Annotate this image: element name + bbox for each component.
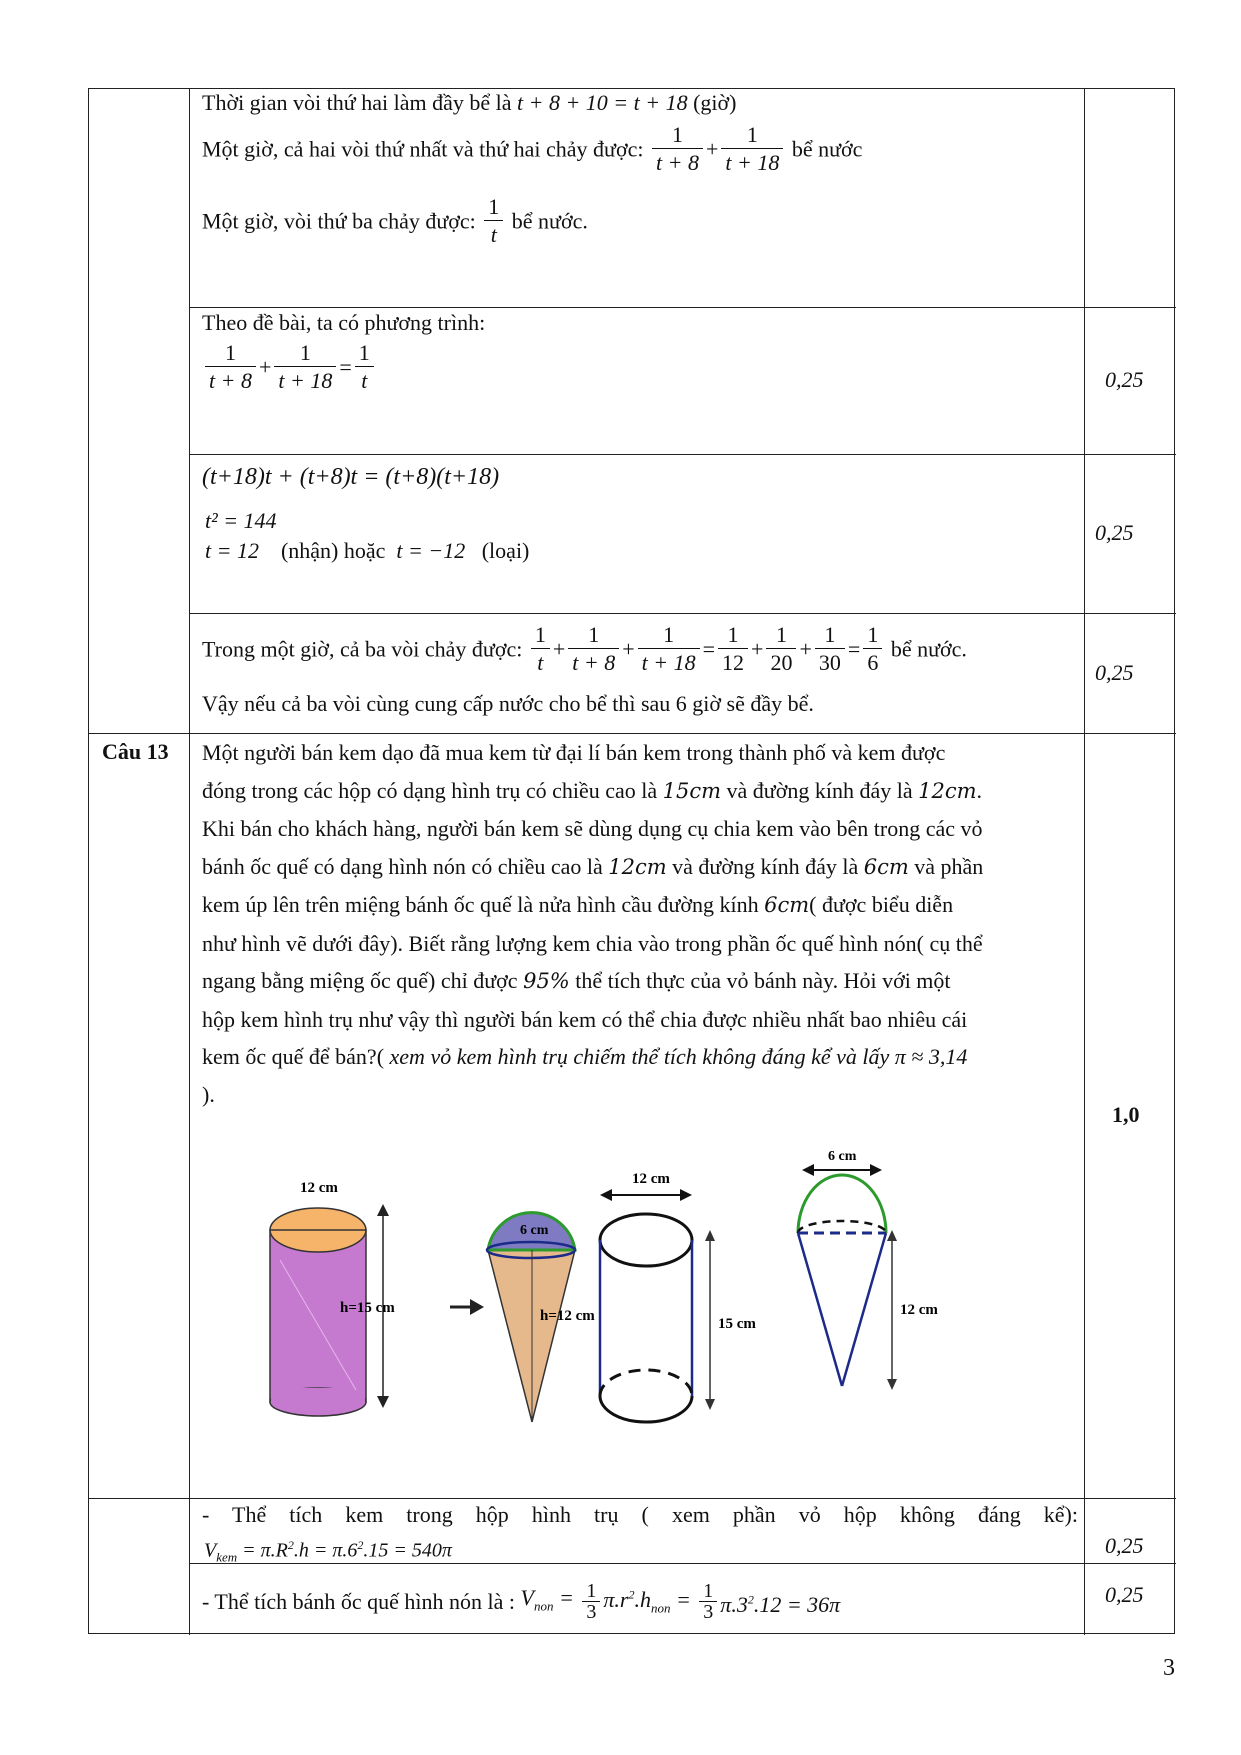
row2-line1: Theo đề bài, ta có phương trình: (202, 310, 486, 335)
row-divider (189, 454, 1176, 455)
cone1-height-label: h=12 cm (540, 1308, 595, 1324)
score-cell: 0,25 (1095, 660, 1134, 685)
column-divider-1 (189, 89, 190, 1635)
row4-line2: Vậy nếu cả ba vòi cùng cung cấp nước cho bể thì sau 6 giờ sẽ đầy bể. (202, 691, 814, 716)
cone2-diameter-label: 6 cm (828, 1149, 857, 1164)
row4-line1: Trong một giờ, cả ba vòi chảy được: $\frac{1}{t}$ + $\frac{1}{t + 8}$ + $\frac{1}{t + 18}$ = $\frac{1}{12}$ + $\frac{1}{20}$ + $\frac{1}{30}$ = $\frac{1}{6}$ bể nước. (202, 622, 967, 675)
cone-outline (798, 1175, 886, 1386)
arrow-right-icon (450, 1299, 484, 1315)
row1-line3: Một giờ, vòi thứ ba chảy được: $\frac{1}{t}$ bể nước. (202, 194, 588, 247)
solution2: - Thể tích bánh ốc quế hình nón là : $V_{non}$ = $\frac{1}{3}$ $\pi.r^2.h_{non}$ = $\frac{1}{3}$ $\pi.3^2.12 = 36\pi$ (202, 1580, 841, 1624)
row3-t-squared: t² = 144 (205, 508, 277, 533)
cone2-height-label: 12 cm (900, 1302, 938, 1318)
ice-cream-figure (240, 1140, 1000, 1440)
row-divider (189, 613, 1176, 614)
score-cell: 0,25 (1105, 1582, 1144, 1607)
question-text: Một người bán kem dạo đã mua kem từ đại lí bán kem trong thành phố và kem được đóng trong các hộp có dạng hình trụ có chiều cao là 15cm và đường kính đáy là 12cm. Khi bán cho khách hàng, người bán kem sẽ dùng dụng cụ chia kem vào bên trong các vỏ bánh ốc quế có dạng hình nón có chiều cao là 12cm và đường kính đáy là 6cm và phần kem úp lên trên miệng bánh ốc quế là nửa hình cầu đường kính 6cm( được biểu diễn như hình vẽ dưới đây). Biết rằng lượng kem chia vào trong phần ốc quế hình nón( cụ thể ngang bằng miệng ốc quế) chỉ được 95% thể tích thực của vỏ bánh này. Hỏi với một hộp kem hình trụ như vậy thì người bán kem có thể chia được nhiều nhất bao nhiêu cái kem ốc quế để bán?( xem vỏ kem hình trụ chiếm thể tích không đáng kể và lấy π ≈ 3,14 ). (202, 740, 984, 1107)
column-divider-2 (1084, 89, 1085, 1635)
cylinder2-height-label: 15 cm (718, 1316, 756, 1332)
score-cell: 0,25 (1095, 520, 1134, 545)
solution1-text: - Thể tích kem trong hộp hình trụ ( xem phần vỏ hộp không đáng kể): (202, 1502, 1078, 1527)
cylinder-outline (600, 1214, 692, 1422)
score-cell: 0,25 (1105, 367, 1144, 392)
score-cell: 0,25 (1105, 1533, 1144, 1558)
cylinder2-height-arrow (705, 1230, 715, 1410)
cylinder2-diameter-arrow (600, 1189, 692, 1201)
row-divider (89, 1498, 1176, 1499)
cylinder2-diameter-label: 12 cm (632, 1171, 670, 1187)
row3-solution: t = 12 (nhận) hoặc t = −12 (loại) (205, 538, 530, 563)
solution1-formula: $V_{kem} = \pi.R^2.h = \pi.6^2.15 = 540\pi$ (204, 1538, 452, 1565)
cylinder1-height-label: h=15 cm (340, 1300, 395, 1316)
page-number: 3 (1163, 1655, 1175, 1681)
row1-line2: Một giờ, cả hai vòi thứ nhất và thứ hai chảy được: $\frac{1}{t + 8}$ + $\frac{1}{t + 18}$ bể nước (202, 122, 863, 175)
cylinder1-diameter-label: 12 cm (300, 1180, 338, 1196)
row3-equation: (t+18)t + (t+8)t = (t+8)(t+18) (202, 464, 500, 490)
cone1-diameter-label: 6 cm (520, 1223, 549, 1238)
row2-equation: $\frac{1}{t + 8}$ + $\frac{1}{t + 18}$ = $\frac{1}{t}$ (202, 340, 377, 395)
question-label: Câu 13 (102, 739, 169, 764)
cone2-height-arrow (887, 1230, 897, 1390)
question-score: 1,0 (1112, 1102, 1140, 1127)
row1-line1: Thời gian vòi thứ hai làm đầy bể là t + 8 + 10 = t + 18 (giờ) (202, 90, 737, 115)
